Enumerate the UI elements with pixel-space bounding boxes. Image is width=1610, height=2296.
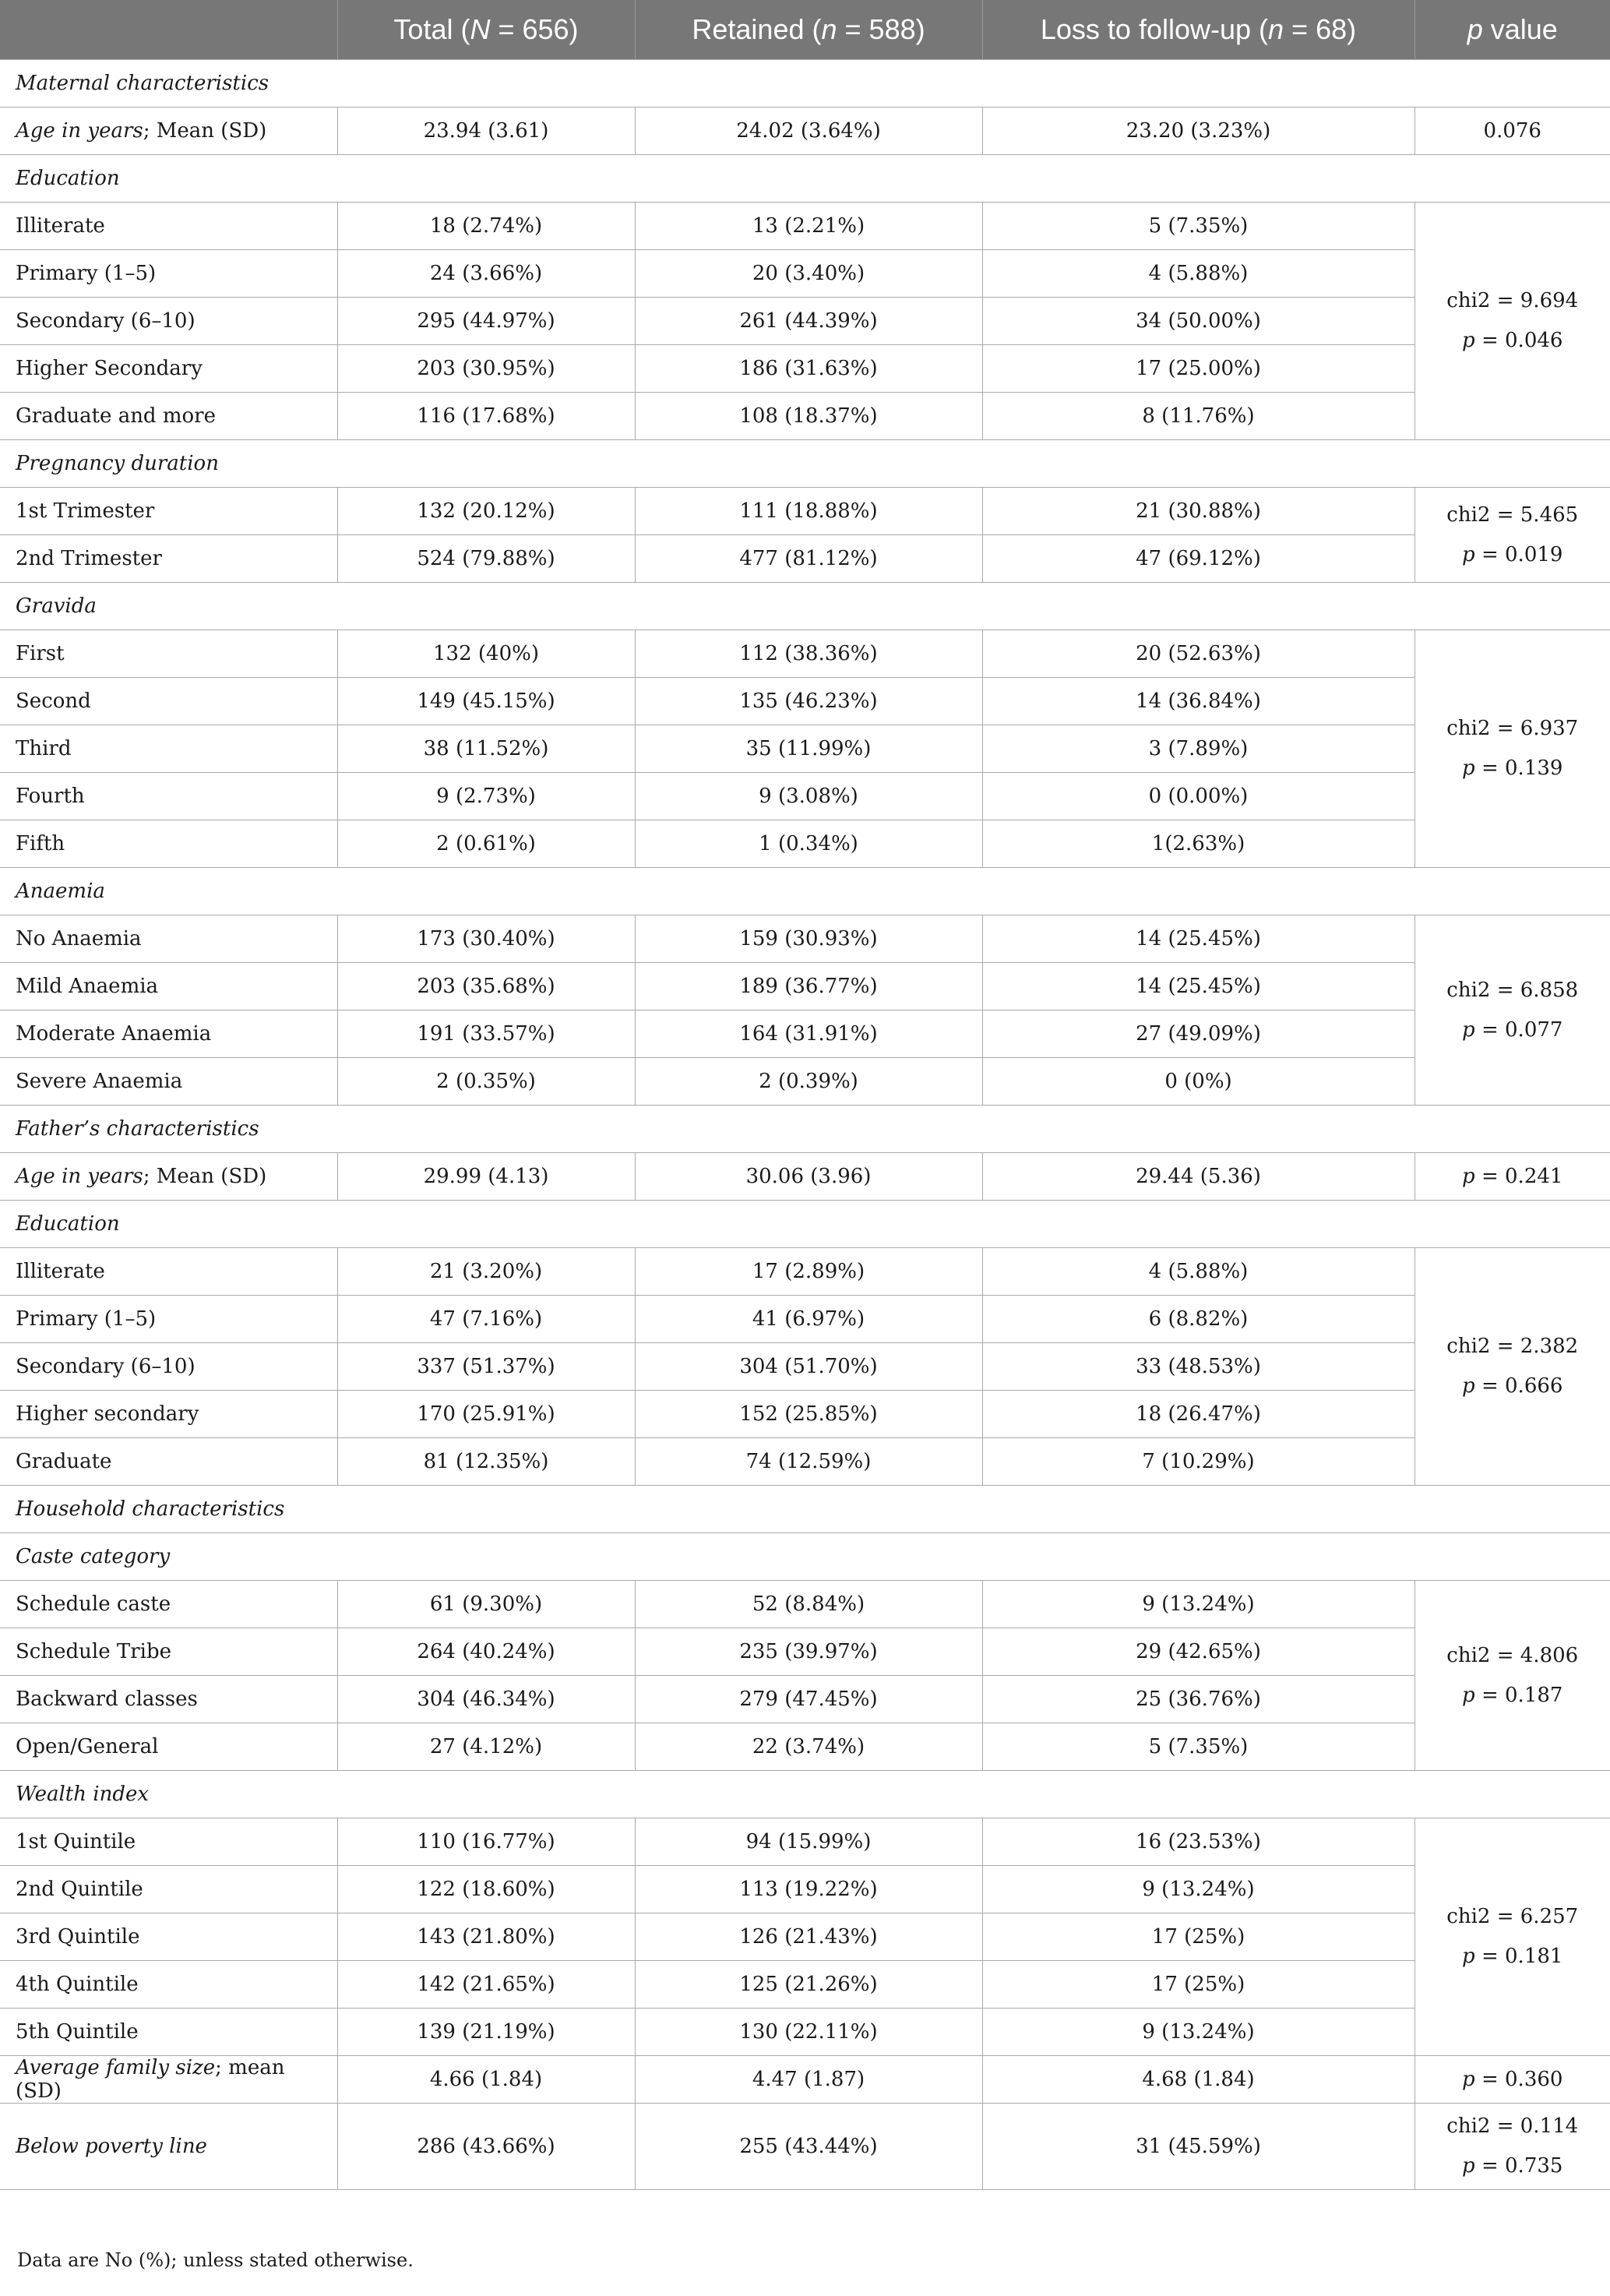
row-label: Fifth	[0, 820, 337, 868]
cell-p-test: chi2 = 5.465 p = 0.019	[1414, 488, 1610, 583]
cell-lost: 20 (52.63%)	[982, 630, 1414, 678]
cell-p: p = 0.241	[1414, 1153, 1610, 1201]
row-label: Primary (1–5)	[0, 250, 337, 298]
table-row	[0, 630, 1610, 678]
cell-lost: 25 (36.76%)	[982, 1676, 1414, 1723]
cell-total: 61 (9.30%)	[337, 1581, 635, 1628]
row-label: Mild Anaemia	[0, 963, 337, 1010]
cell-retained: 112 (38.36%)	[635, 630, 982, 678]
cell-total: 142 (21.65%)	[337, 1961, 635, 2009]
cell-lost: 21 (30.88%)	[982, 488, 1414, 535]
row-label: Severe Anaemia	[0, 1058, 337, 1106]
cell-retained: 164 (31.91%)	[635, 1010, 982, 1058]
cell-retained: 113 (19.22%)	[635, 1866, 982, 1913]
row-label: Age in years; Mean (SD)	[0, 1153, 337, 1201]
section-row	[0, 583, 1610, 630]
cell-lost: 4.68 (1.84)	[982, 2056, 1414, 2104]
header-lost: Loss to follow-up (n = 68)	[982, 0, 1414, 60]
cell-retained: 261 (44.39%)	[635, 298, 982, 345]
cell-retained: 13 (2.21%)	[635, 203, 982, 250]
cell-retained: 189 (36.77%)	[635, 963, 982, 1010]
cell-total: 203 (30.95%)	[337, 345, 635, 393]
row-label: Age in years; Mean (SD)	[0, 108, 337, 155]
cell-total: 2 (0.35%)	[337, 1058, 635, 1106]
header-retained: Retained (n = 588)	[635, 0, 982, 60]
cell-retained: 126 (21.43%)	[635, 1913, 982, 1961]
section-row	[0, 1201, 1610, 1248]
table-row	[0, 298, 1610, 345]
row-label: Higher secondary	[0, 1391, 337, 1438]
table-row	[0, 1153, 1610, 1201]
row-label: Secondary (6–10)	[0, 298, 337, 345]
cell-total: 173 (30.40%)	[337, 915, 635, 963]
cell-retained: 9 (3.08%)	[635, 773, 982, 820]
cell-total: 47 (7.16%)	[337, 1296, 635, 1343]
table-row	[0, 678, 1610, 725]
table-row	[0, 1818, 1610, 1866]
table-row	[0, 1628, 1610, 1676]
table-row	[0, 345, 1610, 393]
table-row	[0, 773, 1610, 820]
cell-retained: 41 (6.97%)	[635, 1296, 982, 1343]
cell-retained: 4.47 (1.87)	[635, 2056, 982, 2104]
cell-retained: 255 (43.44%)	[635, 2104, 982, 2190]
cell-total: 304 (46.34%)	[337, 1676, 635, 1723]
cell-total: 524 (79.88%)	[337, 535, 635, 583]
table-row	[0, 108, 1610, 155]
row-label: 4th Quintile	[0, 1961, 337, 2009]
cell-total: 18 (2.74%)	[337, 203, 635, 250]
section-pregnancy: Pregnancy duration	[0, 440, 1610, 488]
row-label: 5th Quintile	[0, 2009, 337, 2056]
cell-retained: 30.06 (3.96)	[635, 1153, 982, 1201]
cell-total: 23.94 (3.61)	[337, 108, 635, 155]
cell-lost: 29.44 (5.36)	[982, 1153, 1414, 1201]
row-label: No Anaemia	[0, 915, 337, 963]
row-label: Graduate and more	[0, 393, 337, 440]
table-row	[0, 725, 1610, 773]
cell-lost: 31 (45.59%)	[982, 2104, 1414, 2190]
row-label: Backward classes	[0, 1676, 337, 1723]
table-footnote: Data are No (%); unless stated otherwise.	[17, 2249, 414, 2271]
cell-retained: 130 (22.11%)	[635, 2009, 982, 2056]
row-label: Illiterate	[0, 1248, 337, 1296]
cell-p-test: chi2 = 6.257 p = 0.181	[1414, 1818, 1610, 2056]
header-p-value: p value	[1414, 0, 1610, 60]
table-row	[0, 1961, 1610, 2009]
cell-lost: 27 (49.09%)	[982, 1010, 1414, 1058]
row-label: Moderate Anaemia	[0, 1010, 337, 1058]
row-label: Graduate	[0, 1438, 337, 1486]
section-household: Household characteristics	[0, 1486, 1610, 1533]
cell-total: 38 (11.52%)	[337, 725, 635, 773]
row-label: 3rd Quintile	[0, 1913, 337, 1961]
section-row	[0, 1771, 1610, 1818]
row-label: Average family size; mean (SD)	[0, 2056, 337, 2104]
cell-p: p = 0.360	[1414, 2056, 1610, 2104]
row-label: Higher Secondary	[0, 345, 337, 393]
cell-lost: 5 (7.35%)	[982, 1723, 1414, 1771]
cell-lost: 14 (25.45%)	[982, 963, 1414, 1010]
cell-total: 27 (4.12%)	[337, 1723, 635, 1771]
row-label: Schedule caste	[0, 1581, 337, 1628]
cell-retained: 279 (47.45%)	[635, 1676, 982, 1723]
cell-total: 170 (25.91%)	[337, 1391, 635, 1438]
cell-total: 139 (21.19%)	[337, 2009, 635, 2056]
table-row	[0, 1010, 1610, 1058]
section-row	[0, 60, 1610, 108]
cell-lost: 4 (5.88%)	[982, 250, 1414, 298]
table-row	[0, 1248, 1610, 1296]
cell-lost: 8 (11.76%)	[982, 393, 1414, 440]
cell-retained: 477 (81.12%)	[635, 535, 982, 583]
cell-total: 264 (40.24%)	[337, 1628, 635, 1676]
cell-p-test: chi2 = 2.382 p = 0.666	[1414, 1248, 1610, 1486]
cell-total: 132 (40%)	[337, 630, 635, 678]
row-label: Below poverty line	[0, 2104, 337, 2190]
table-row	[0, 1676, 1610, 1723]
table-row	[0, 1723, 1610, 1771]
header-total: Total (N = 656)	[337, 0, 635, 60]
table-row	[0, 2056, 1610, 2104]
table-row	[0, 250, 1610, 298]
table-row	[0, 1913, 1610, 1961]
cell-total: 191 (33.57%)	[337, 1010, 635, 1058]
cell-retained: 1 (0.34%)	[635, 820, 982, 868]
cell-retained: 94 (15.99%)	[635, 1818, 982, 1866]
table-row	[0, 2104, 1610, 2190]
cell-retained: 135 (46.23%)	[635, 678, 982, 725]
table-row	[0, 393, 1610, 440]
section-row	[0, 155, 1610, 203]
cell-lost: 3 (7.89%)	[982, 725, 1414, 773]
cell-retained: 111 (18.88%)	[635, 488, 982, 535]
cell-retained: 108 (18.37%)	[635, 393, 982, 440]
cell-total: 132 (20.12%)	[337, 488, 635, 535]
cell-retained: 22 (3.74%)	[635, 1723, 982, 1771]
row-label: 2nd Trimester	[0, 535, 337, 583]
row-label: Open/General	[0, 1723, 337, 1771]
table-row	[0, 1438, 1610, 1486]
cell-total: 29.99 (4.13)	[337, 1153, 635, 1201]
cell-p-test: chi2 = 9.694 p = 0.046	[1414, 203, 1610, 440]
header-blank	[0, 0, 337, 60]
cell-lost: 47 (69.12%)	[982, 535, 1414, 583]
cell-lost: 17 (25%)	[982, 1961, 1414, 2009]
row-label: 1st Trimester	[0, 488, 337, 535]
table-row	[0, 915, 1610, 963]
cell-lost: 17 (25%)	[982, 1913, 1414, 1961]
cell-lost: 18 (26.47%)	[982, 1391, 1414, 1438]
table-row	[0, 1296, 1610, 1343]
cell-lost: 6 (8.82%)	[982, 1296, 1414, 1343]
cell-lost: 16 (23.53%)	[982, 1818, 1414, 1866]
cell-retained: 304 (51.70%)	[635, 1343, 982, 1391]
cell-lost: 7 (10.29%)	[982, 1438, 1414, 1486]
cell-total: 24 (3.66%)	[337, 250, 635, 298]
cell-lost: 23.20 (3.23%)	[982, 108, 1414, 155]
cell-p-test: chi2 = 6.858 p = 0.077	[1414, 915, 1610, 1106]
section-gravida: Gravida	[0, 583, 1610, 630]
table-row	[0, 535, 1610, 583]
section-row	[0, 868, 1610, 915]
cell-total: 286 (43.66%)	[337, 2104, 635, 2190]
cell-retained: 159 (30.93%)	[635, 915, 982, 963]
row-label: Illiterate	[0, 203, 337, 250]
section-row	[0, 1486, 1610, 1533]
cell-total: 2 (0.61%)	[337, 820, 635, 868]
row-label: Third	[0, 725, 337, 773]
table-row	[0, 820, 1610, 868]
cell-total: 21 (3.20%)	[337, 1248, 635, 1296]
cell-lost: 14 (36.84%)	[982, 678, 1414, 725]
table-row	[0, 1866, 1610, 1913]
cell-retained: 125 (21.26%)	[635, 1961, 982, 2009]
cell-total: 203 (35.68%)	[337, 963, 635, 1010]
cell-retained: 235 (39.97%)	[635, 1628, 982, 1676]
cell-total: 81 (12.35%)	[337, 1438, 635, 1486]
cell-total: 337 (51.37%)	[337, 1343, 635, 1391]
row-label: Schedule Tribe	[0, 1628, 337, 1676]
cell-lost: 4 (5.88%)	[982, 1248, 1414, 1296]
cell-lost: 0 (0.00%)	[982, 773, 1414, 820]
section-wealth: Wealth index	[0, 1771, 1610, 1818]
cell-retained: 2 (0.39%)	[635, 1058, 982, 1106]
cell-retained: 20 (3.40%)	[635, 250, 982, 298]
table-row	[0, 488, 1610, 535]
section-caste: Caste category	[0, 1533, 1610, 1581]
cell-lost: 9 (13.24%)	[982, 1581, 1414, 1628]
section-anaemia: Anaemia	[0, 868, 1610, 915]
table-row	[0, 963, 1610, 1010]
row-label: 1st Quintile	[0, 1818, 337, 1866]
table-row	[0, 2009, 1610, 2056]
cell-lost: 5 (7.35%)	[982, 203, 1414, 250]
cell-p: chi2 = 0.114 p = 0.735	[1414, 2104, 1610, 2190]
cell-total: 122 (18.60%)	[337, 1866, 635, 1913]
cell-total: 110 (16.77%)	[337, 1818, 635, 1866]
section-father-education: Education	[0, 1201, 1610, 1248]
cell-p-test: chi2 = 6.937 p = 0.139	[1414, 630, 1610, 868]
row-label: Fourth	[0, 773, 337, 820]
cell-lost: 29 (42.65%)	[982, 1628, 1414, 1676]
cell-total: 116 (17.68%)	[337, 393, 635, 440]
row-label: Secondary (6–10)	[0, 1343, 337, 1391]
section-education: Education	[0, 155, 1610, 203]
cell-retained: 35 (11.99%)	[635, 725, 982, 773]
section-row	[0, 1533, 1610, 1581]
section-maternal: Maternal characteristics	[0, 60, 1610, 108]
cell-total: 4.66 (1.84)	[337, 2056, 635, 2104]
cell-lost: 9 (13.24%)	[982, 2009, 1414, 2056]
cell-lost: 14 (25.45%)	[982, 915, 1414, 963]
cell-retained: 186 (31.63%)	[635, 345, 982, 393]
table-row	[0, 1343, 1610, 1391]
table-row	[0, 1058, 1610, 1106]
cell-total: 9 (2.73%)	[337, 773, 635, 820]
section-row	[0, 1106, 1610, 1153]
row-label: Primary (1–5)	[0, 1296, 337, 1343]
cell-total: 149 (45.15%)	[337, 678, 635, 725]
cell-lost: 34 (50.00%)	[982, 298, 1414, 345]
cell-lost: 1(2.63%)	[982, 820, 1414, 868]
cell-total: 295 (44.97%)	[337, 298, 635, 345]
cell-lost: 17 (25.00%)	[982, 345, 1414, 393]
row-label: 2nd Quintile	[0, 1866, 337, 1913]
cell-p-test: chi2 = 4.806 p = 0.187	[1414, 1581, 1610, 1771]
cell-p: 0.076	[1414, 108, 1610, 155]
row-label: Second	[0, 678, 337, 725]
section-row	[0, 440, 1610, 488]
table-row	[0, 1581, 1610, 1628]
cell-retained: 24.02 (3.64%)	[635, 108, 982, 155]
section-father: Father’s characteristics	[0, 1106, 1610, 1153]
cell-retained: 74 (12.59%)	[635, 1438, 982, 1486]
table-header-row	[0, 0, 1610, 60]
cell-retained: 152 (25.85%)	[635, 1391, 982, 1438]
cell-lost: 33 (48.53%)	[982, 1343, 1414, 1391]
cell-total: 143 (21.80%)	[337, 1913, 635, 1961]
table-row	[0, 1391, 1610, 1438]
cell-retained: 17 (2.89%)	[635, 1248, 982, 1296]
row-label: First	[0, 630, 337, 678]
cell-retained: 52 (8.84%)	[635, 1581, 982, 1628]
cell-lost: 9 (13.24%)	[982, 1866, 1414, 1913]
table-row	[0, 203, 1610, 250]
cell-lost: 0 (0%)	[982, 1058, 1414, 1106]
